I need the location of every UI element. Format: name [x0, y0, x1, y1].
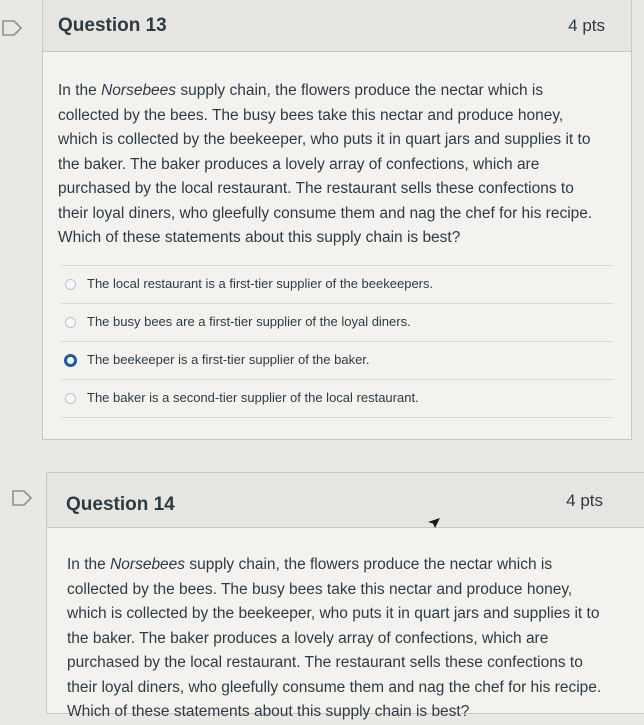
question-13-card — [42, 0, 632, 440]
answer-option-label[interactable]: The local restaurant is a first-tier supplier of the beekeepers. — [87, 276, 434, 291]
question-prompt-segment: supply chain, the flowers produce the nectar which is collected by the bees. The busy bees take this nectar and produce honey, which is collected by the beekeeper, who puts it in quart jars and supplies it to the baker. The baker produces a lovely array of confections, which are purchased by the local restaurant. The restaurant sells these confections to their loyal diners, who gleefully consume them and nag the chef for his recipe. Which of these statements about this supply chain is best? — [67, 556, 602, 720]
question-14-title: Question 14 — [66, 494, 175, 515]
radio-unselected[interactable] — [65, 393, 76, 404]
question-14-card — [46, 472, 644, 720]
radio-unselected[interactable] — [65, 279, 76, 290]
question-13-points: 4 pts — [568, 16, 605, 35]
question-13-text — [58, 79, 603, 251]
answer-option-label[interactable]: The baker is a second-tier supplier of the local restaurant. — [87, 390, 419, 405]
answer-option[interactable] — [61, 341, 613, 379]
question-13-title: Question 13 — [58, 15, 167, 36]
answer-option[interactable] — [61, 379, 613, 418]
question-prompt — [58, 79, 603, 251]
question-prompt-segment: In the — [58, 82, 102, 99]
question-prompt — [67, 553, 612, 725]
question-prompt-emphasis: Norsebees — [101, 82, 177, 99]
mouse-pointer-icon — [426, 515, 442, 531]
question-prompt-emphasis: Norsebees — [110, 556, 186, 573]
question-13-header — [43, 0, 631, 52]
answer-option[interactable] — [61, 303, 613, 341]
question-14-text — [67, 553, 612, 725]
question-14-header — [47, 473, 644, 528]
answer-option-label[interactable]: The beekeeper is a first-tier supplier of the baker. — [87, 352, 370, 367]
question-prompt-segment: supply chain, the flowers produce the nectar which is collected by the bees. The busy bees take this nectar and produce honey, which is collected by the beekeeper, who puts it in quart jars and supplies it to the baker. The baker produces a lovely array of confections, which are purchased by the local restaurant. The restaurant sells these confections to their loyal diners, who gleefully consume them and nag the chef for his recipe. Which of these statements about this supply chain is best? — [58, 82, 593, 246]
radio-selected[interactable] — [64, 354, 77, 367]
question-prompt-segment: In the — [67, 556, 111, 573]
flag-question-icon[interactable] — [2, 20, 24, 36]
question-14-points: 4 pts — [566, 491, 603, 510]
question-13-answers — [61, 265, 613, 418]
flag-question-icon[interactable] — [12, 490, 34, 506]
answer-option-label[interactable]: The busy bees are a first-tier supplier of the loyal diners. — [87, 314, 411, 329]
answer-option[interactable] — [61, 265, 613, 303]
radio-unselected[interactable] — [65, 317, 76, 328]
